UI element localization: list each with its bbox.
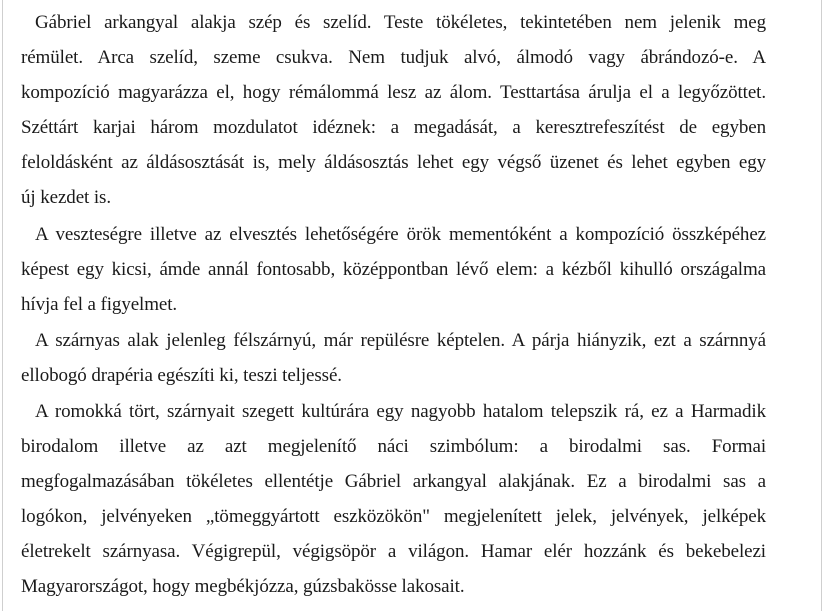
text-line-10: A szárnyas alak jelenleg félszárnyú, már repülésre képtelen. A párja hiányzik, ezt a szárnnyá [35,330,766,351]
text-line-3: kompozíció magyarázza el, hogy rémálommá lesz az álom. Testtartása árulja el a legyőzöttet. [21,82,766,103]
text-line-1: Gábriel arkangyal alakja szép és szelíd. Teste tökéletes, tekintetében nem jelenik meg [35,12,766,33]
text-line-17: Magyarországot, hogy megbékjózza, gúzsbakösse lakosait. [21,576,465,597]
page-border-right [821,0,822,611]
text-line-4: Széttárt karjai három mozdulatot idéznek: a megadását, a keresztrefeszítést de egyben [21,117,766,138]
text-line-7: A veszteségre illetve az elvesztés lehetőségére örök mementóként a kompozíció összképéhez [35,224,766,245]
text-line-8: képest egy kicsi, ámde annál fontosabb, középpontban lévő elem: a kézből kihulló országalma [21,259,766,280]
text-line-14: megfogalmazásában tökéletes ellentétje Gábriel arkangyal alakjának. Ez a birodalmi sas a [21,471,766,492]
text-line-15: logókon, jelvényeken „tömeggyártott eszközökön" megjelenített jelek, jelvények, jelképek [21,506,766,527]
text-line-16: életrekelt szárnyasa. Végigrepül, végigsöpör a világon. Hamar elér hozzánk és bekebelezi [21,541,766,562]
text-line-13: birodalom illetve az azt megjelenítő náci szimbólum: a birodalmi sas. Formai [21,436,766,457]
page-border-left [2,0,3,611]
text-line-12: A romokká tört, szárnyait szegett kultúrára egy nagyobb hatalom telepszik rá, ez a Harmadik [35,401,766,422]
text-line-6: új kezdet is. [21,187,111,208]
text-line-11: ellobogó drapéria egészíti ki, teszi teljessé. [21,365,342,386]
text-line-9: hívja fel a figyelmet. [21,294,178,315]
text-line-2: rémület. Arca szelíd, szeme csukva. Nem tudjuk alvó, álmodó vagy ábrándozó-e. A [21,47,766,68]
text-line-5: feloldásként az áldásosztását is, mely áldásosztás lehet egy végső üzenet és lehet egyben egy [21,152,766,173]
